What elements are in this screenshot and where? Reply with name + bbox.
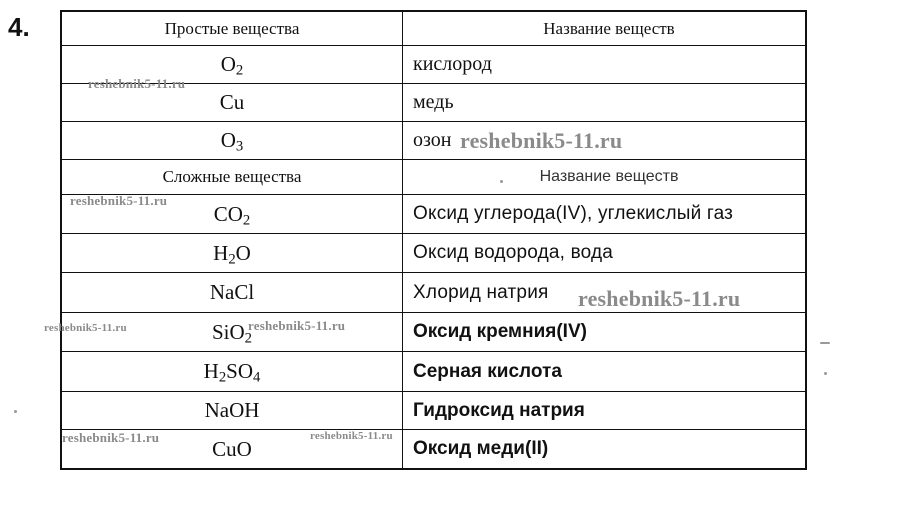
formula-cell: $H_2O$ bbox=[61, 234, 403, 273]
scan-speck bbox=[820, 342, 830, 344]
name-cell: кислород bbox=[403, 46, 807, 84]
name-cell: Оксид меди(II) bbox=[403, 430, 807, 470]
watermark: reshebnik5-11.ru bbox=[44, 322, 127, 334]
table-row bbox=[61, 352, 806, 392]
table-row bbox=[61, 122, 806, 160]
formula-cell: $CO_2$ bbox=[61, 195, 403, 234]
formula-cell: $H_2SO_4$ bbox=[61, 352, 403, 392]
table-row bbox=[61, 430, 806, 470]
simple-name-header: Название веществ bbox=[403, 11, 807, 46]
name-cell: Гидроксид натрия bbox=[403, 392, 807, 430]
name-cell: медь bbox=[403, 84, 807, 122]
watermark: reshebnik5-11.ru bbox=[248, 318, 346, 333]
scan-speck bbox=[500, 180, 503, 183]
watermark: reshebnik5-11.ru bbox=[70, 193, 168, 208]
table-row bbox=[61, 392, 806, 430]
table-row bbox=[61, 195, 806, 234]
table-row bbox=[61, 313, 806, 352]
scan-speck bbox=[14, 410, 17, 413]
formula-cell: $O_3$ bbox=[61, 122, 403, 160]
formula-cell: NaCl bbox=[61, 273, 403, 313]
watermark: reshebnik5-11.ru bbox=[460, 128, 623, 153]
name-cell: Оксид кремния(IV) bbox=[403, 313, 807, 352]
watermark: reshebnik5-11.ru bbox=[88, 76, 186, 91]
table-row bbox=[61, 234, 806, 273]
complex-formula-header: Сложные вещества bbox=[61, 160, 403, 195]
formula-cell: SiO$_2$ bbox=[61, 313, 403, 352]
task-number: 4. bbox=[8, 12, 30, 42]
formula-cell: NaOH bbox=[61, 392, 403, 430]
complex-name-header: Название веществ bbox=[403, 160, 807, 195]
name-cell: Оксид углерода(IV), углекислый газ bbox=[403, 195, 807, 234]
simple-formula-header: Простые вещества bbox=[61, 11, 403, 46]
complex-header-row bbox=[61, 160, 806, 195]
formula-cell: CuO bbox=[61, 430, 403, 470]
formula-cell: Cu bbox=[61, 84, 403, 122]
name-cell: Серная кислота bbox=[403, 352, 807, 392]
name-cell: Оксид водорода, вода bbox=[403, 234, 807, 273]
name-cell: озон bbox=[403, 122, 807, 160]
watermark: reshebnik5-11.ru bbox=[578, 286, 741, 311]
watermark: reshebnik5-11.ru bbox=[310, 430, 393, 442]
name-cell: Хлорид натрия bbox=[403, 273, 807, 313]
formula-cell: $O_2$ bbox=[61, 46, 403, 84]
simple-header-row bbox=[61, 11, 806, 46]
scan-speck bbox=[824, 372, 827, 375]
watermark: reshebnik5-11.ru bbox=[62, 430, 160, 445]
